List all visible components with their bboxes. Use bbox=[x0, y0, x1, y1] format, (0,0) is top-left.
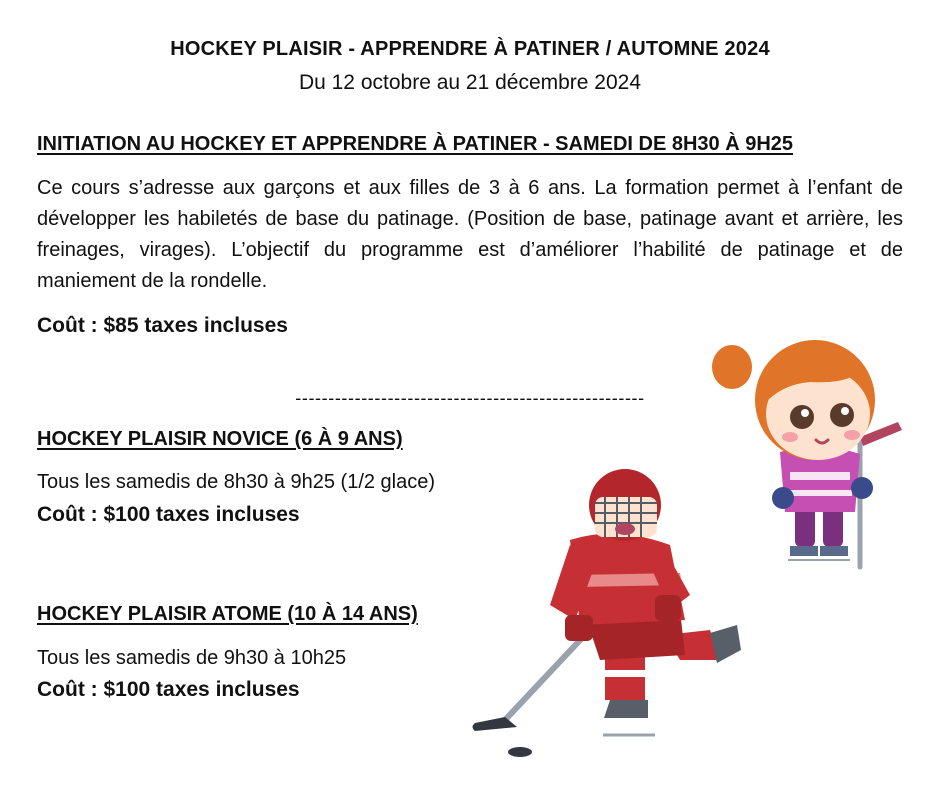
date-range: Du 12 octobre au 21 décembre 2024 bbox=[298, 71, 642, 94]
section-novice-cost: Coût : $100 taxes incluses bbox=[37, 503, 300, 526]
section-initiation-cost: Coût : $85 taxes incluses bbox=[37, 314, 288, 337]
section-initiation-heading: INITIATION AU HOCKEY ET APPRENDRE À PATINER - SAMEDI DE 8H30 À 9H25 bbox=[37, 133, 794, 155]
section-atome-heading: HOCKEY PLAISIR ATOME (10 À 14 ANS) bbox=[37, 603, 418, 625]
section-initiation-description: Ce cours s’adresse aux garçons et aux filles de 3 à 6 ans. La formation permet à l’enfant de développer les habiletés de base du patinage. (Position de base, patinage avant et arrière, les freinages, virages). L’objectif du programme est d’améliorer l’habilité de patinage et de maniement de la rondelle. bbox=[37, 177, 903, 292]
section-separator: ----------------------------------------------------- bbox=[295, 388, 645, 408]
hockey-player-illustration bbox=[465, 455, 750, 765]
section-atome-schedule: Tous les samedis de 9h30 à 10h25 bbox=[37, 647, 347, 669]
section-novice-heading: HOCKEY PLAISIR NOVICE (6 À 9 ANS) bbox=[37, 428, 403, 450]
section-novice-schedule: Tous les samedis de 8h30 à 9h25 (1/2 glace) bbox=[37, 471, 436, 493]
section-atome-cost: Coût : $100 taxes incluses bbox=[37, 678, 300, 701]
page-title: HOCKEY PLAISIR - APPRENDRE À PATINER / AUTOMNE 2024 bbox=[170, 38, 770, 60]
